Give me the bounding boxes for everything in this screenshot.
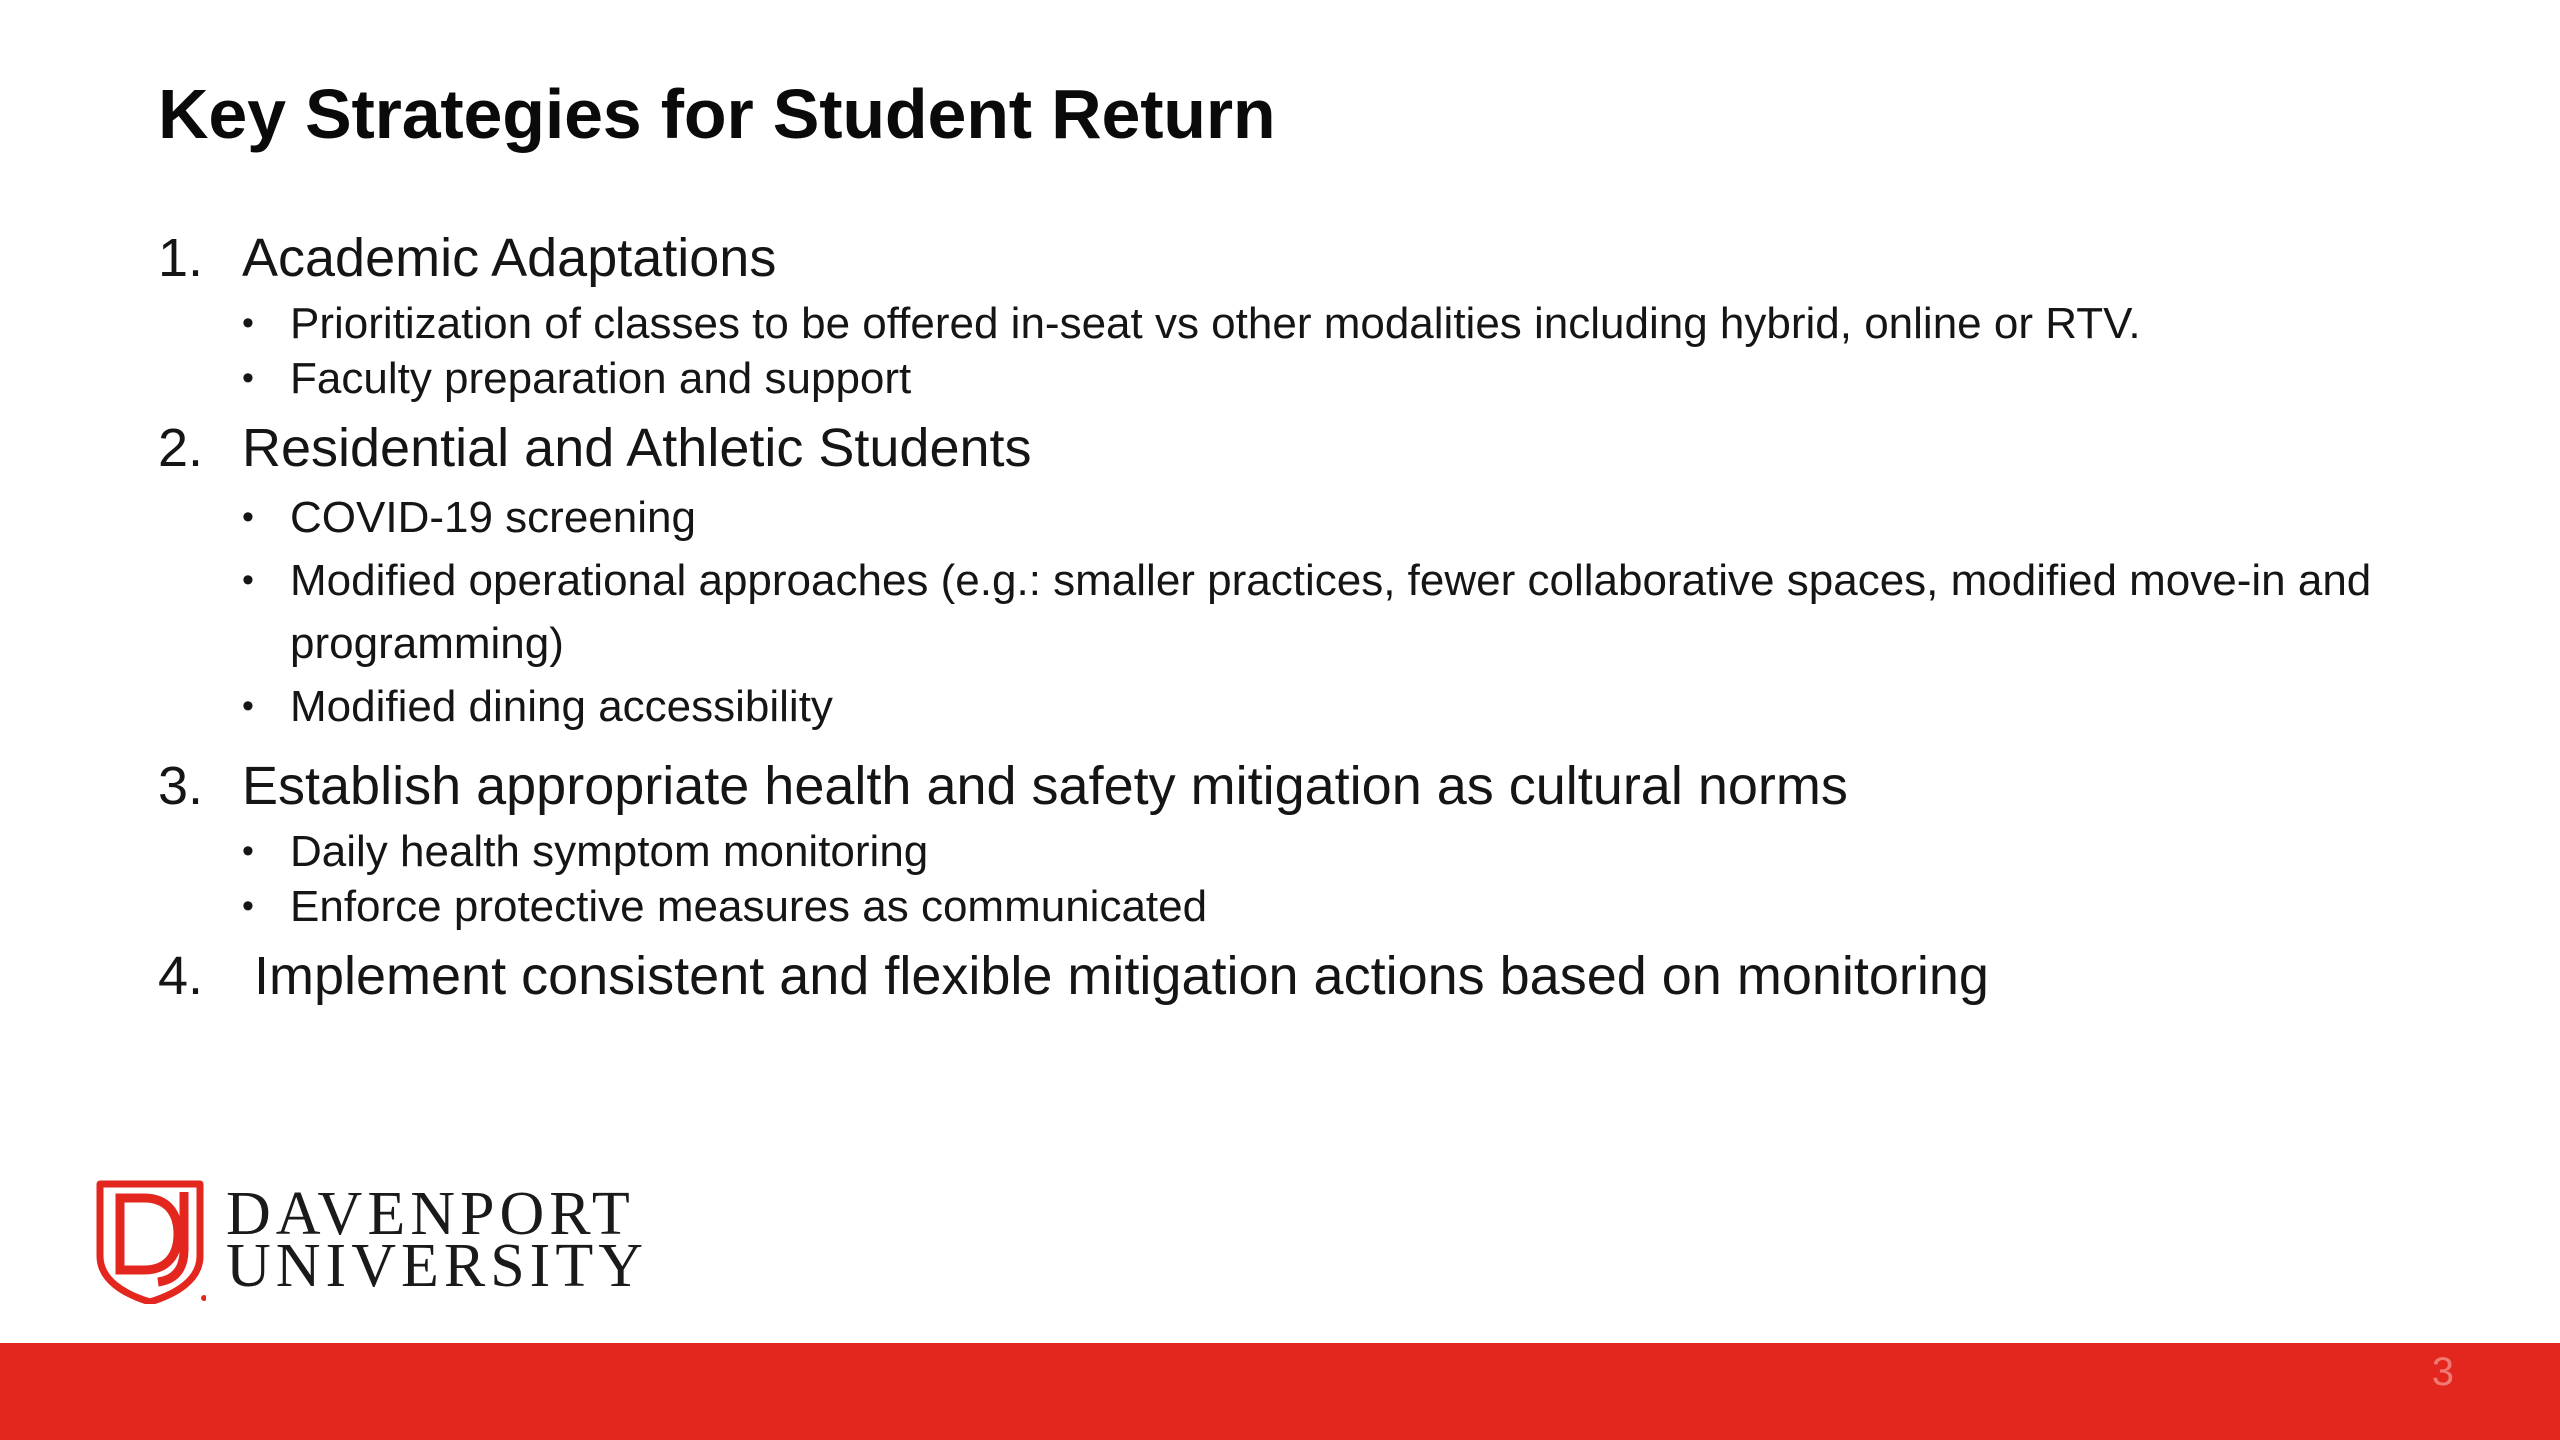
list-item (242, 351, 2398, 406)
list-item (242, 486, 2398, 549)
bullet-text: Daily health symptom monitoring (290, 827, 929, 876)
bullet-icon: • (242, 359, 254, 397)
strategy-heading-text: Implement consistent and flexible mitigation actions based on monitoring (254, 946, 1989, 1006)
strategy-heading-text: Establish appropriate health and safety mitigation as cultural norms (242, 756, 1848, 816)
logo-wordmark (226, 1180, 648, 1300)
strategy-list (158, 220, 2398, 1014)
university-logo (94, 1178, 684, 1308)
bullet-text: Prioritization of classes to be offered in-seat vs other modalities including hybrid, online or RTV. (290, 299, 2141, 348)
bullet-text: Modified dining accessibility (290, 682, 833, 731)
list-item (242, 549, 2398, 675)
bullet-text: Enforce protective measures as communicated (290, 882, 1208, 931)
strategy-number: 2. (158, 418, 204, 478)
list-item (242, 824, 2398, 879)
strategy-item-1 (158, 220, 2398, 406)
strategy-heading-4 (158, 938, 2398, 1014)
bullet-icon: • (242, 561, 254, 599)
footer-bar (0, 1343, 2560, 1440)
bullet-icon: • (242, 687, 254, 725)
logo-line-1: DAVENPORT (226, 1180, 635, 1248)
strategy-item-3 (158, 748, 2398, 934)
strategy-number: 3. (158, 756, 204, 816)
strategy-number: 1. (158, 228, 204, 288)
list-item (242, 675, 2398, 738)
strategy-heading-text: Academic Adaptations (242, 228, 777, 288)
strategy-item-4 (158, 938, 2398, 1014)
strategy-bullets-3 (158, 824, 2398, 934)
strategy-heading-3 (158, 748, 2398, 824)
strategy-item-2 (158, 410, 2398, 738)
bullet-text: COVID-19 screening (290, 493, 696, 542)
strategy-number: 4. (158, 946, 204, 1006)
bullet-icon: • (242, 887, 254, 925)
bullet-text: Modified operational approaches (e.g.: smaller practices, fewer collaborative spaces, modified move-in and programming) (290, 556, 2372, 668)
list-item (242, 296, 2398, 351)
shield-logo-icon (94, 1178, 206, 1304)
strategy-bullets-2 (158, 486, 2398, 738)
bullet-icon: • (242, 304, 254, 342)
bullet-text: Faculty preparation and support (290, 354, 912, 403)
strategy-heading-1 (158, 220, 2398, 296)
logo-line-2: UNIVERSITY (226, 1232, 648, 1300)
page-number: 3 (2431, 1350, 2454, 1394)
bullet-icon: • (242, 832, 254, 870)
strategy-heading-2 (158, 410, 2398, 486)
strategy-heading-text: Residential and Athletic Students (242, 418, 1032, 478)
strategy-bullets-1 (158, 296, 2398, 406)
list-item (242, 879, 2398, 934)
slide-title: Key Strategies for Student Return (158, 75, 1276, 153)
bullet-icon: • (242, 498, 254, 536)
